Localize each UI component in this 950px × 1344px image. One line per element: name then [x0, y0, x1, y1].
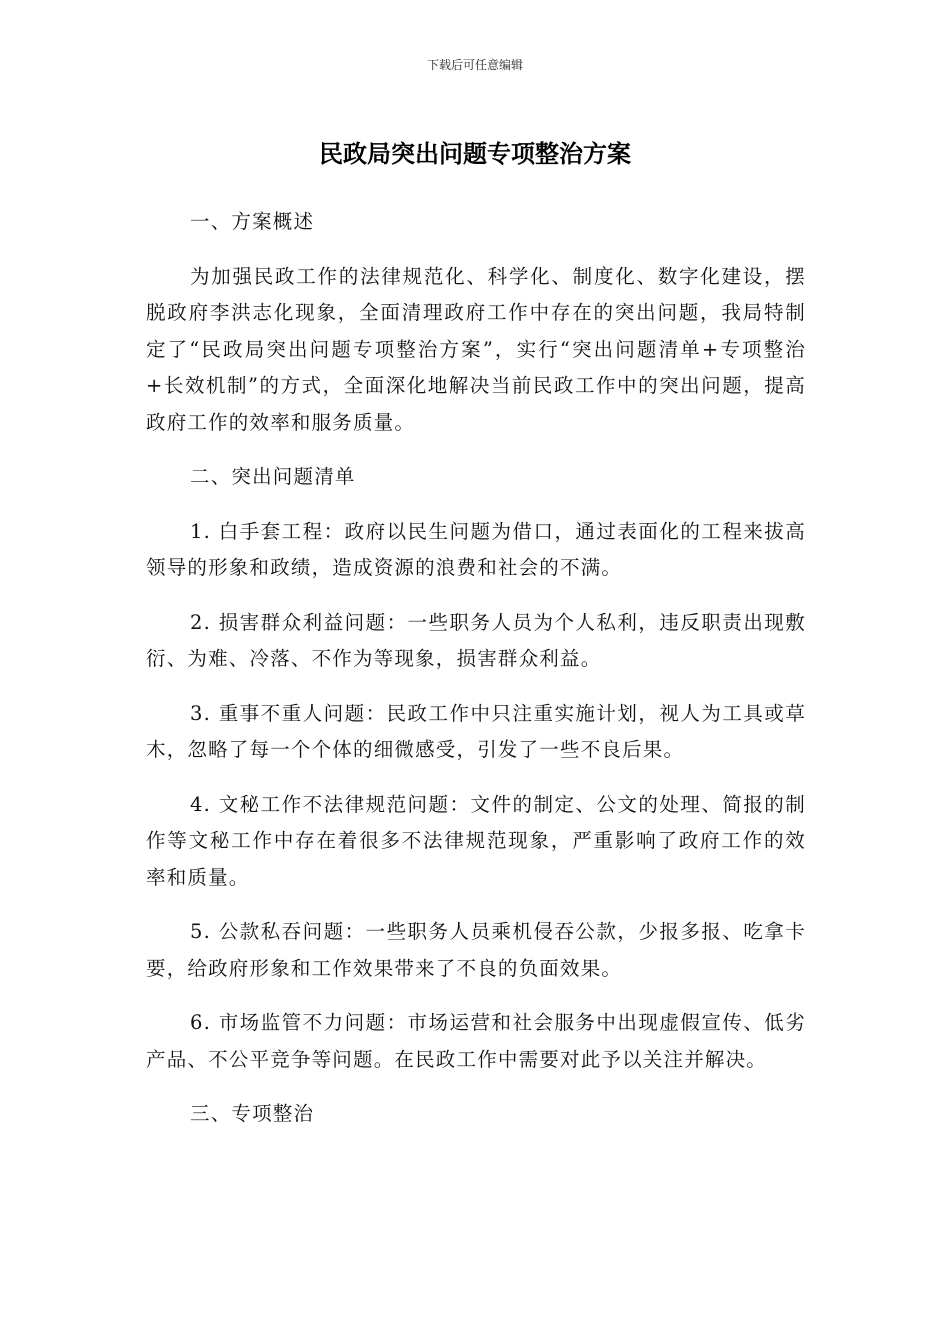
document-title: 民政局突出问题专项整治方案: [319, 140, 631, 168]
problem-item-5: 5. 公款私吞问题：一些职务人员乘机侵吞公款，少报多报、吃拿卡要，给政府形象和工作效果带来了不良的负面效果。: [146, 920, 806, 980]
problem-item-6: 6. 市场监管不力问题：市场运营和社会服务中出现虚假宣传、低劣产品、不公平竞争等问题。在民政工作中需要对此予以关注并解决。: [146, 1011, 806, 1071]
document-body: [146, 204, 806, 1151]
problem-item-1: 1. 白手套工程：政府以民生问题为借口，通过表面化的工程来拔高领导的形象和政绩，造成资源的浪费和社会的不满。: [146, 519, 806, 579]
header-note: 下载后可任意编辑: [426, 58, 523, 72]
problem-item-4: 4. 文秘工作不法律规范问题：文件的制定、公文的处理、简报的制作等文秘工作中存在着很多不法律规范现象，严重影响了政府工作的效率和质量。: [146, 792, 806, 889]
problem-item-2: 2. 损害群众利益问题：一些职务人员为个人私利，违反职责出现敷衍、为难、冷落、不作为等现象，损害群众利益。: [146, 610, 806, 670]
section-heading-problem-list: 二、突出问题清单: [190, 465, 356, 488]
section-heading-overview: 一、方案概述: [190, 210, 315, 233]
section-heading-special-rectification: 三、专项整治: [190, 1102, 315, 1125]
problem-item-3: 3. 重事不重人问题：民政工作中只注重实施计划，视人为工具或草木，忽略了每一个个体的细微感受，引发了一些不良后果。: [146, 701, 806, 761]
overview-paragraph: 为加强民政工作的法律规范化、科学化、制度化、数字化建设，摆脱政府李洪志化现象，全面清理政府工作中存在的突出问题，我局特制定了“民政局突出问题专项整治方案”，实行“突出问题清单+专项整治+长效机制”的方式，全面深化地解决当前民政工作中的突出问题，提高政府工作的效率和服务质量。: [146, 264, 806, 434]
